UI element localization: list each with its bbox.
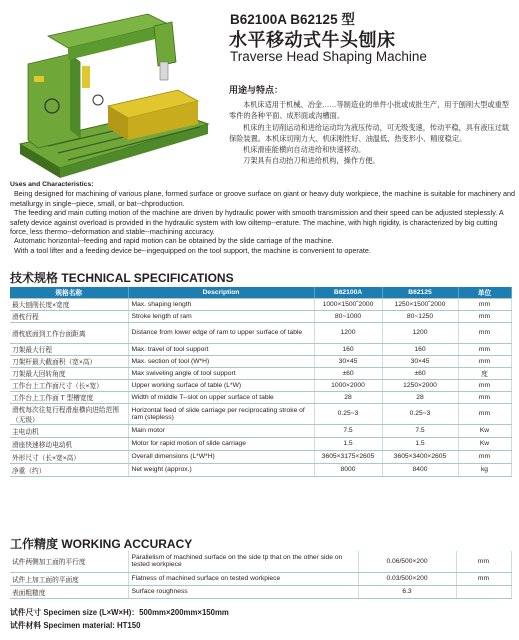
table-cell: Max. shaping length bbox=[128, 298, 314, 310]
table-cell: Kw bbox=[458, 437, 511, 450]
table-cell: mm bbox=[458, 403, 511, 424]
table-cell: 度 bbox=[458, 367, 511, 379]
table-cell: mm bbox=[458, 391, 511, 403]
use-description-cn bbox=[229, 99, 514, 167]
machine-photo bbox=[8, 6, 213, 184]
table-row bbox=[10, 379, 511, 391]
column-header: 单位 bbox=[458, 287, 511, 298]
specimen-material: 试件材料 Specimen material: HT150 bbox=[10, 621, 141, 630]
table-cell bbox=[456, 585, 511, 598]
table-cell: Width of middle T--slot on upper surface of table bbox=[128, 391, 314, 403]
table-cell: 1.5 bbox=[382, 437, 458, 450]
table-cell: 刀架最大回转角度 bbox=[10, 367, 128, 379]
table-cell: Max. section of tool (W*H) bbox=[128, 355, 314, 367]
table-cell: mm bbox=[458, 298, 511, 310]
table-cell: 8400 bbox=[382, 463, 458, 476]
table-cell: mm bbox=[458, 310, 511, 322]
table-cell: 滑枕每次往复行程滑座横向进给范围（无级） bbox=[10, 403, 128, 424]
table-cell: mm bbox=[458, 355, 511, 367]
column-header: B62125 bbox=[382, 287, 458, 298]
table-cell: 1000×2000 bbox=[314, 379, 382, 391]
table-row bbox=[10, 367, 511, 379]
table-row bbox=[10, 403, 511, 424]
table-cell: Parallelism of machined surface on the side tp that on the other side on tested workpiece bbox=[128, 551, 358, 572]
table-cell: 刀架杆最大截面积（宽×高） bbox=[10, 355, 128, 367]
uses-heading: Uses and Characteristics: bbox=[10, 181, 94, 188]
table-cell: 1200 bbox=[314, 322, 382, 343]
table-cell: Horizontal feed of slide carriage per reciprocating stroke of ram (stepless) bbox=[128, 403, 314, 424]
specimen-size: 试件尺寸 Specimen size (L×W×H)：500mm×200mm×150mm bbox=[10, 608, 229, 617]
table-cell: 80~1000 bbox=[314, 310, 382, 322]
uses-paragraph: Being designed for machining of various plane, formed surface or groove surface on giant or heavy duty workpiece, the machine is suitable for machinery and metallurgy in single--piece, small, or bat--chproduction. bbox=[10, 189, 516, 208]
table-cell: 80~1250 bbox=[382, 310, 458, 322]
table-cell: ±60 bbox=[382, 367, 458, 379]
table-cell: 试件两侧加工面的平行度 bbox=[10, 551, 128, 572]
table-cell: Overall dimensions (L*W*H) bbox=[128, 450, 314, 463]
table-cell: Motor for rapid motion of slide carriage bbox=[128, 437, 314, 450]
table-cell: mm bbox=[458, 343, 511, 355]
specs-title-cn: 技术规格 bbox=[10, 271, 59, 285]
table-cell: 1250×1500˜2000 bbox=[382, 298, 458, 310]
page-title-en: Traverse Head Shaping Machine bbox=[230, 49, 427, 64]
table-row bbox=[10, 551, 511, 572]
table-cell: 最大刨削长度×宽度 bbox=[10, 298, 128, 310]
table-cell: 160 bbox=[382, 343, 458, 355]
table-cell: kg bbox=[458, 463, 511, 476]
table-cell: 刀架最大行程 bbox=[10, 343, 128, 355]
column-header: B62100A bbox=[314, 287, 382, 298]
table-cell: 1000×1500˜2000 bbox=[314, 298, 382, 310]
uses-paragraph: Automatic horizontal--feeding and rapid motion can be obtained by the slide carriage of the machine. bbox=[14, 236, 334, 246]
accuracy-table bbox=[10, 551, 512, 599]
column-header: 规格名称 bbox=[10, 287, 128, 298]
table-cell: Max swiveling angle of tool support bbox=[128, 367, 314, 379]
table-cell: 外形尺寸（长×宽×高） bbox=[10, 450, 128, 463]
table-cell: 0.06/500×200 bbox=[358, 551, 456, 572]
table-row bbox=[10, 572, 511, 585]
table-cell: Max. travel of tool support bbox=[128, 343, 314, 355]
table-cell: 6.3 bbox=[358, 585, 456, 598]
table-row bbox=[10, 322, 511, 343]
table-cell: 1200 bbox=[382, 322, 458, 343]
table-cell: Main motor bbox=[128, 424, 314, 437]
table-cell: Surface roughness bbox=[128, 585, 358, 598]
table-cell: mm bbox=[456, 551, 511, 572]
use-paragraph: 刀架具有自动抬刀和进给机构，操作方便。 bbox=[243, 156, 380, 166]
table-cell: 净重（约） bbox=[10, 463, 128, 476]
table-cell: 表面粗糙度 bbox=[10, 585, 128, 598]
table-cell: 工作台上工作面尺寸（长×宽） bbox=[10, 379, 128, 391]
table-cell: Kw bbox=[458, 424, 511, 437]
table-row bbox=[10, 298, 511, 310]
table-cell: 7.5 bbox=[382, 424, 458, 437]
uses-description-en bbox=[10, 180, 515, 255]
specs-section-title bbox=[10, 269, 234, 286]
uses-paragraph: The feeding and main cutting motion of the machine are driven by hydraulic power with smooth transmission and their speed can be adjusted steplessly. A safety device against overload is provided in the hydraulic system with low oiltemp--erature. The machine, with high rigidity, is characterized by big cutting force, less thermo--deformation and stable--machining accuracy. bbox=[10, 208, 504, 237]
use-paragraph: 机床的主切削运动和进给运动均为液压传动，可无级变速，传动平稳，具有液压过载保险装置。本机床切削力大、机床刚性好、油温低、热变形小、精度稳定。 bbox=[229, 122, 509, 143]
table-cell: 1.5 bbox=[314, 437, 382, 450]
table-cell: 28 bbox=[382, 391, 458, 403]
table-cell: Net weight (approx.) bbox=[128, 463, 314, 476]
table-cell: 试件上加工面的平面度 bbox=[10, 572, 128, 585]
table-cell: 0.25~3 bbox=[382, 403, 458, 424]
table-cell: 7.5 bbox=[314, 424, 382, 437]
table-cell: 0.03/500×200 bbox=[358, 572, 456, 585]
table-cell: Distance from lower edge of ram to upper surface of table bbox=[128, 322, 314, 343]
table-cell: 滑枕底面到工作台面距离 bbox=[10, 322, 128, 343]
specifications-table bbox=[10, 287, 512, 477]
table-row bbox=[10, 424, 511, 437]
table-row bbox=[10, 391, 511, 403]
table-row bbox=[10, 450, 511, 463]
table-cell: mm bbox=[456, 572, 511, 585]
use-section-title: 用途与特点： bbox=[229, 85, 284, 95]
table-cell: 0.25~3 bbox=[314, 403, 382, 424]
table-row bbox=[10, 355, 511, 367]
accuracy-section-title bbox=[10, 535, 192, 552]
table-cell: 3605×3175×2605 bbox=[314, 450, 382, 463]
table-cell: Upper working surface of table (L*W) bbox=[128, 379, 314, 391]
use-paragraph: 机床滑座能横向自动进给和快速移动。 bbox=[243, 145, 366, 155]
table-row bbox=[10, 343, 511, 355]
table-cell: 160 bbox=[314, 343, 382, 355]
table-cell: Flatness of machined surface on tested workpiece bbox=[128, 572, 358, 585]
model-numbers: B62100A B62125 型 bbox=[230, 12, 355, 27]
table-cell: 28 bbox=[314, 391, 382, 403]
table-cell: 主电动机 bbox=[10, 424, 128, 437]
table-cell: 30×45 bbox=[382, 355, 458, 367]
table-cell: 8000 bbox=[314, 463, 382, 476]
table-row bbox=[10, 310, 511, 322]
table-cell: 3605×3400×2605 bbox=[382, 450, 458, 463]
table-header-row bbox=[10, 287, 511, 298]
table-cell: mm bbox=[458, 379, 511, 391]
accuracy-title-en: WORKING ACCURACY bbox=[61, 537, 193, 551]
table-cell: 30×45 bbox=[314, 355, 382, 367]
accuracy-title-cn: 工作精度 bbox=[10, 537, 59, 551]
table-cell: 滑枕行程 bbox=[10, 310, 128, 322]
uses-paragraph: With a tool lifter and a feeding device be--ingequipped on the tool support, the machine is convenient to operate. bbox=[14, 245, 371, 255]
use-paragraph: 本机床适用于机械、冶金……等制造业的单件小批或成批生产，用于刨削大型或重型零件的各种平面、成形面或沟槽面。 bbox=[229, 100, 509, 121]
column-header: Description bbox=[128, 287, 314, 298]
table-row bbox=[10, 437, 511, 450]
table-row bbox=[10, 463, 511, 476]
table-row bbox=[10, 585, 511, 598]
specs-title-en: TECHNICAL SPECIFICATIONS bbox=[61, 271, 234, 285]
table-cell: Stroke length of ram bbox=[128, 310, 314, 322]
table-cell: 1250×2000 bbox=[382, 379, 458, 391]
page-title-cn: 水平移动式牛头刨床 bbox=[229, 30, 396, 50]
table-cell: 工作台上工作面 T 型槽宽度 bbox=[10, 391, 128, 403]
table-cell: mm bbox=[458, 450, 511, 463]
table-cell: mm bbox=[458, 322, 511, 343]
table-cell: ±60 bbox=[314, 367, 382, 379]
table-cell: 滑座快速移动电动机 bbox=[10, 437, 128, 450]
